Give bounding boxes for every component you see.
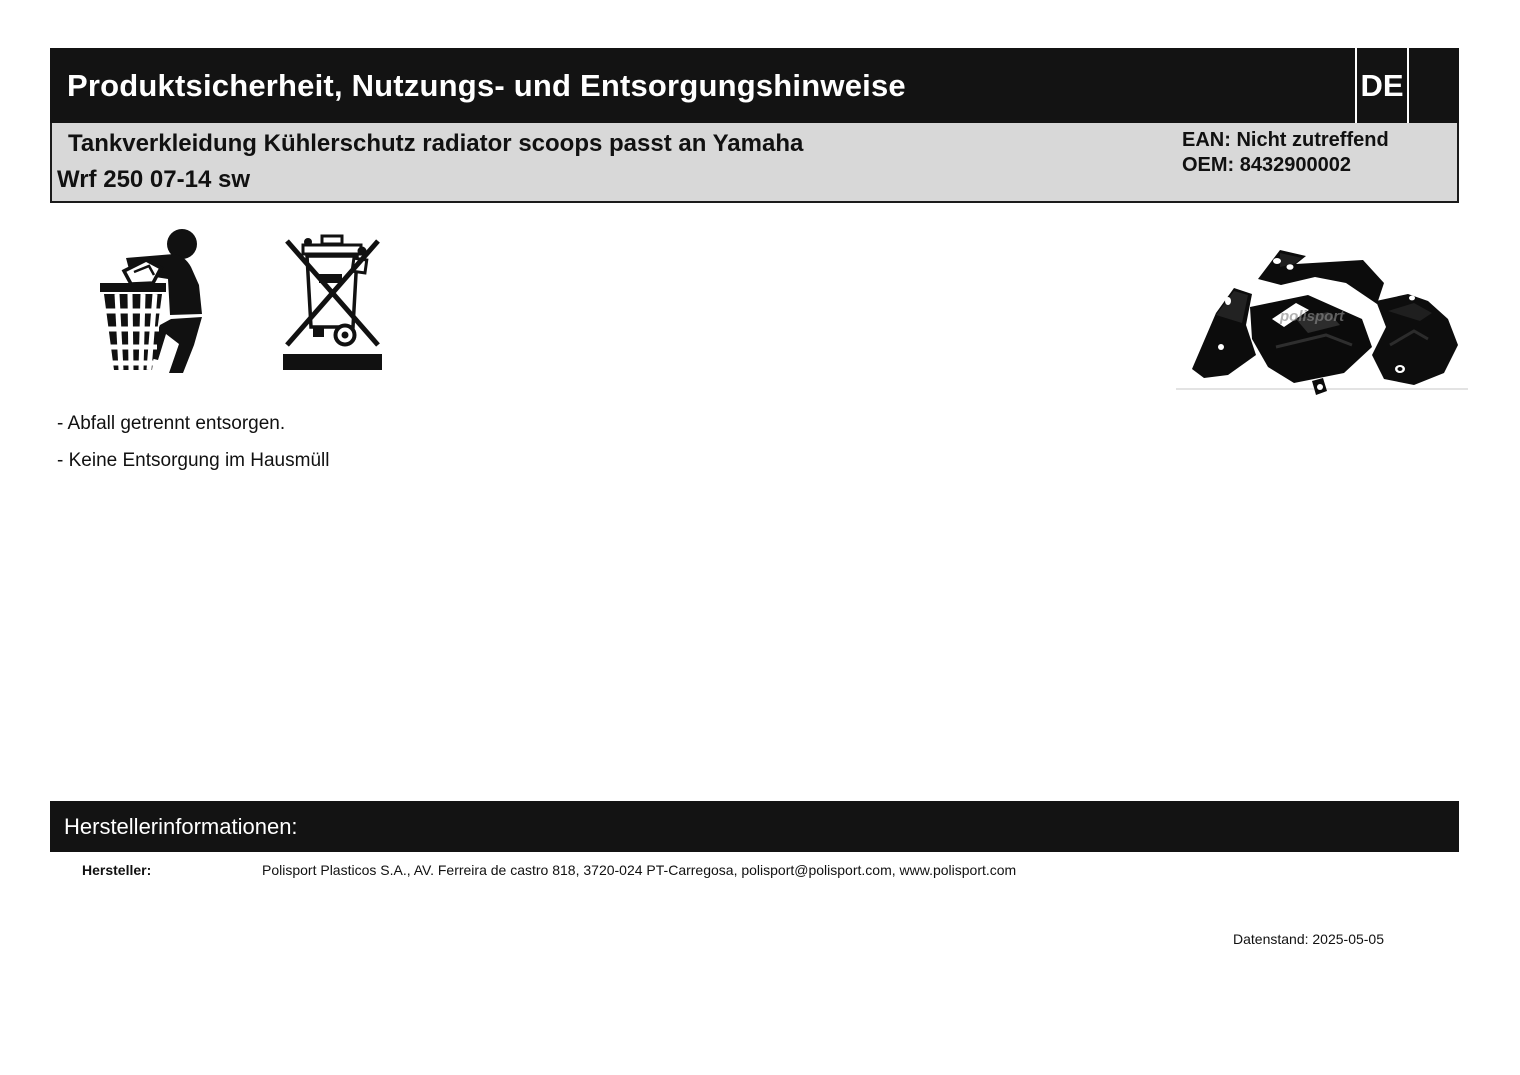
tidy-man-icon	[94, 227, 235, 374]
product-codes	[1182, 128, 1442, 178]
manufacturer-section-bar	[50, 801, 1459, 852]
product-title-line2: Wrf 250 07-14 sw	[57, 166, 250, 193]
disposal-note-2: - Keine Entsorgung im Hausmüll	[57, 450, 330, 471]
manufacturer-value: Polisport Plasticos S.A., AV. Ferreira de castro 818, 3720-024 PT-Carregosa, polisport@polisport.com, www.polisport.com	[262, 862, 1017, 878]
weee-crossed-out-bin-icon	[277, 228, 388, 373]
manufacturer-section-title: Herstellerinformationen:	[64, 813, 298, 839]
page-title: Produktsicherheit, Nutzungs- und Entsorgungshinweise	[67, 67, 906, 103]
oem-value: OEM: 8432900002	[1182, 154, 1352, 176]
product-photo	[1176, 227, 1468, 397]
disposal-note-1: - Abfall getrennt entsorgen.	[57, 413, 286, 434]
ean-value: EAN: Nicht zutreffend	[1182, 129, 1389, 151]
header-spacer	[1409, 48, 1459, 123]
header-bar	[50, 48, 1459, 123]
svg-text:polisport: polisport	[1280, 308, 1345, 325]
product-header	[50, 123, 1459, 203]
language-badge: DE	[1355, 48, 1409, 123]
manufacturer-label: Hersteller:	[82, 862, 152, 878]
data-status: Datenstand: 2025-05-05	[1233, 931, 1384, 947]
product-title-line1: Tankverkleidung Kühlerschutz radiator scoops passt an Yamaha	[68, 130, 804, 157]
